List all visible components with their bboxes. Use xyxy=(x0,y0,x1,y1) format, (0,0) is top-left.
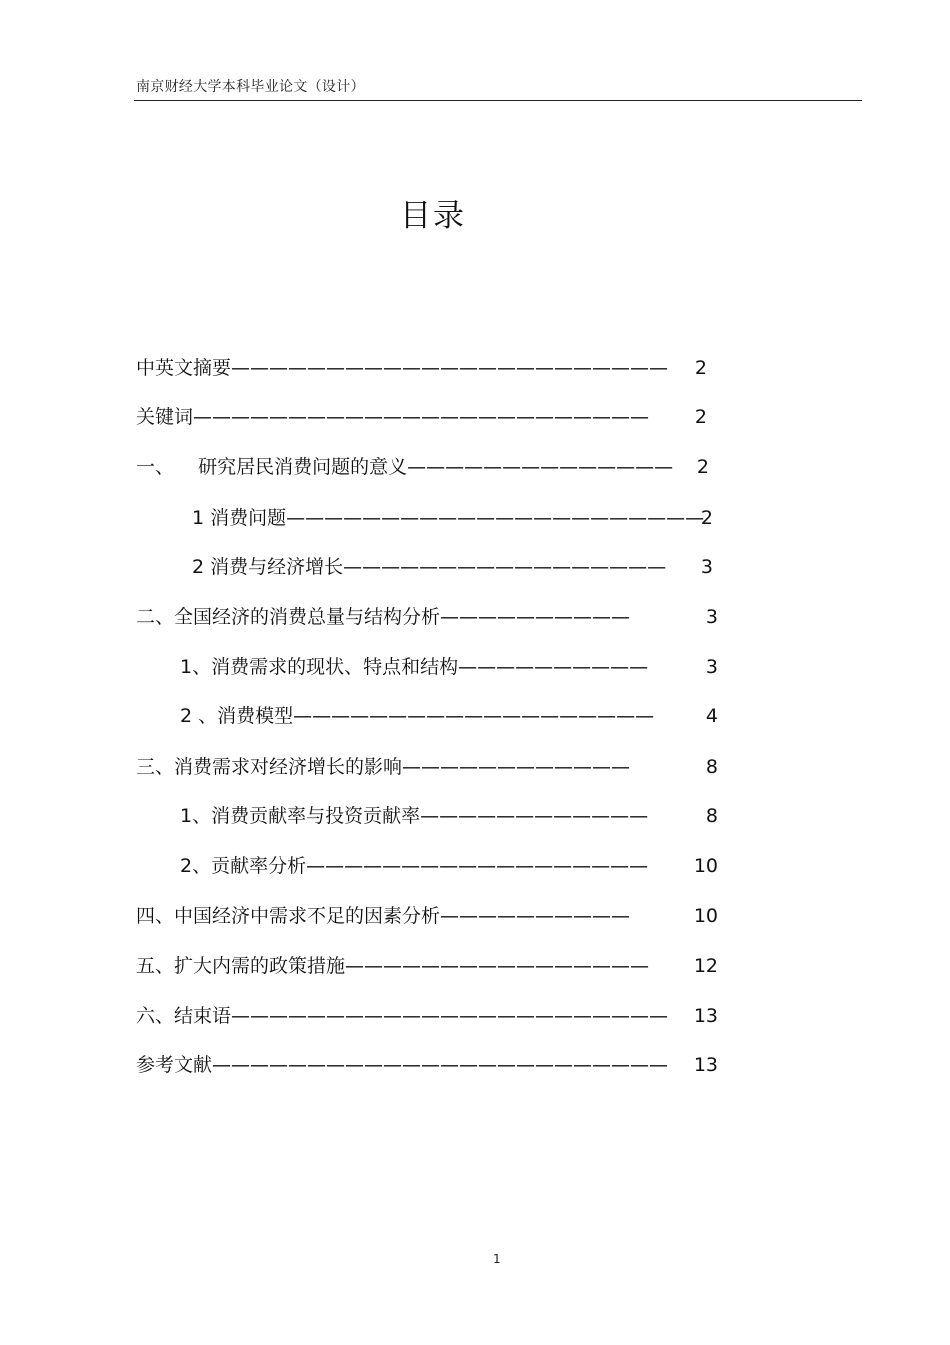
toc-entry-text: 三、消费需求对经济增长的影响———————————— xyxy=(136,756,631,778)
toc-entry-text: 参考文献———————————————————————— xyxy=(136,1054,669,1076)
toc-entry-page: 3 xyxy=(700,556,713,578)
toc-entry-page: 2 xyxy=(700,507,713,529)
toc-entry-text: 二、全国经济的消费总量与结构分析—————————— xyxy=(136,606,631,628)
toc-entry-page: 3 xyxy=(705,656,718,678)
toc-entry-text: 1、消费贡献率与投资贡献率———————————— xyxy=(180,805,649,827)
toc-entry-page: 8 xyxy=(705,756,718,778)
toc-entry-text: 2、贡献率分析—————————————————— xyxy=(180,855,649,877)
toc-entry-text: 四、中国经济中需求不足的因素分析—————————— xyxy=(136,905,631,927)
toc-entry-text: 六、结束语——————————————————————— xyxy=(136,1005,669,1027)
toc-entry-page: 8 xyxy=(705,805,718,827)
toc-entry-text: 1 消费问题—————————————————————— xyxy=(192,507,705,529)
toc-entry-text: 一、 研究居民消费问题的意义—————————————— xyxy=(136,456,674,478)
toc-entry-page: 2 xyxy=(694,357,707,379)
toc-entry-text: 关键词———————————————————————— xyxy=(136,406,650,428)
toc-entry-page: 4 xyxy=(705,705,718,727)
page-title: 目录 xyxy=(400,198,466,234)
toc-entry-page: 13 xyxy=(693,1054,718,1076)
toc-entry-text: 2 消费与经济增长————————————————— xyxy=(192,556,667,578)
toc-entry-page: 13 xyxy=(693,1005,718,1027)
page-number: 1 xyxy=(493,1252,501,1266)
running-header: 南京财经大学本科毕业论文（设计） xyxy=(136,79,365,95)
toc-entry-page: 2 xyxy=(696,456,709,478)
toc-entry-text: 1、消费需求的现状、特点和结构—————————— xyxy=(180,656,649,678)
toc-entry-text: 2 、消费模型——————————————————— xyxy=(180,705,655,727)
toc-entry-text: 中英文摘要——————————————————————— xyxy=(136,357,669,379)
toc-entry-page: 10 xyxy=(693,855,718,877)
toc-entry-page: 10 xyxy=(693,905,718,927)
toc-entry-page: 2 xyxy=(694,406,707,428)
toc-entry-text: 五、扩大内需的政策措施———————————————— xyxy=(136,955,650,977)
toc-entry-page: 3 xyxy=(705,606,718,628)
toc-entry-page: 12 xyxy=(693,955,718,977)
